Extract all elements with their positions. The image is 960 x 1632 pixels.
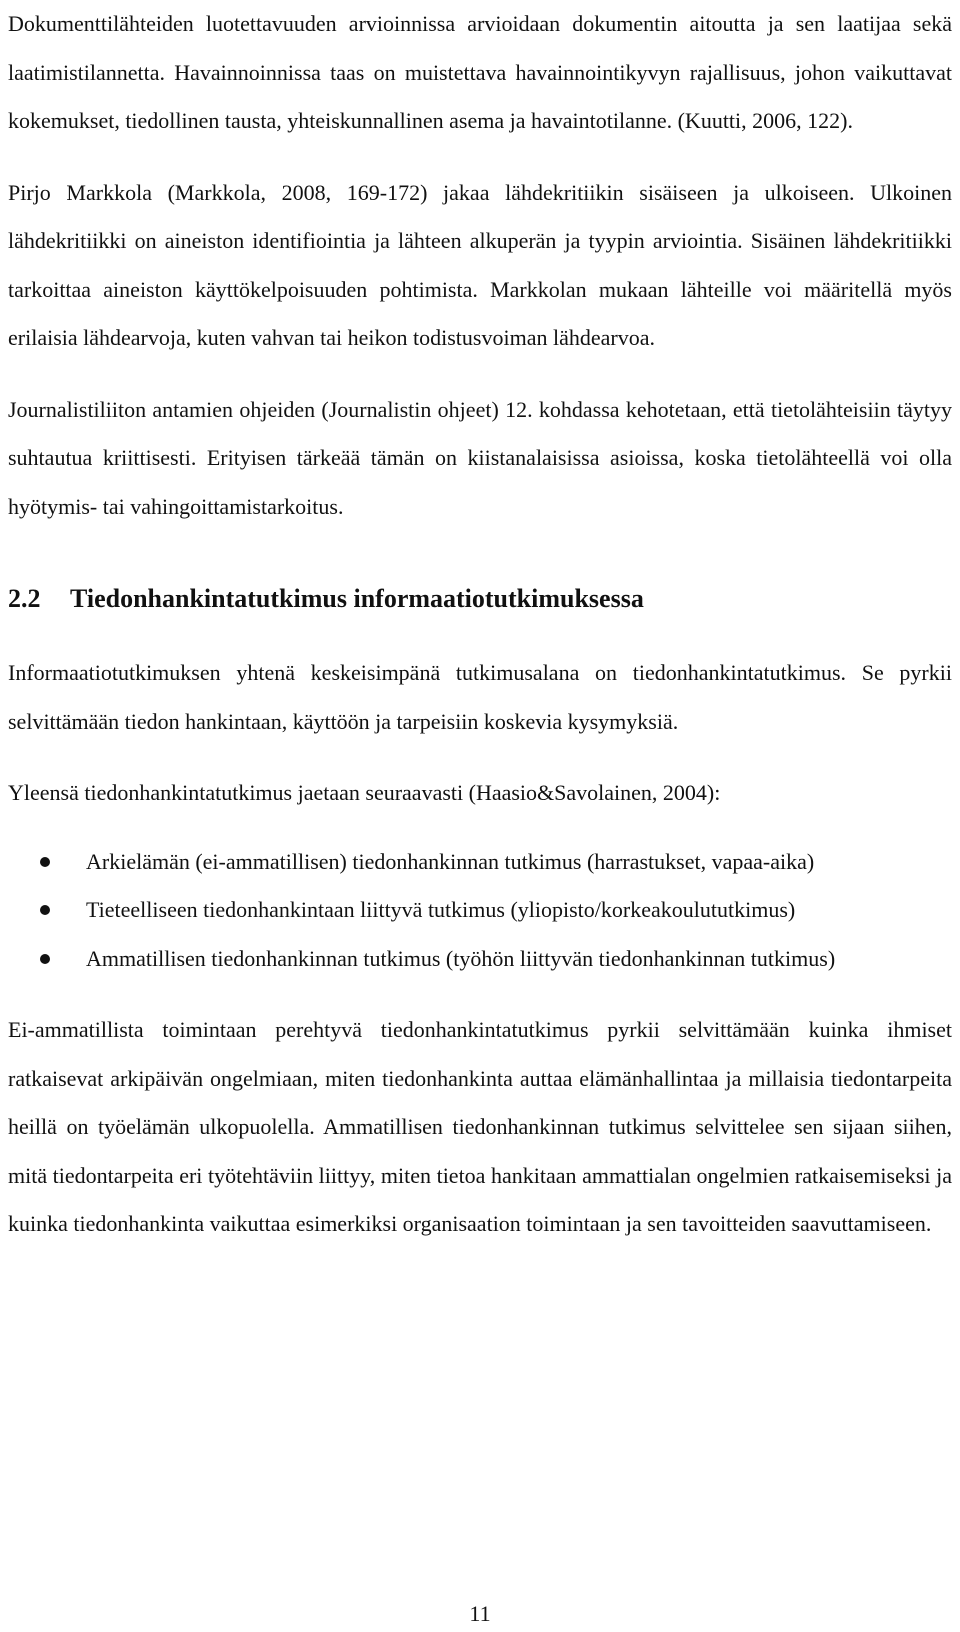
- research-type-list: [8, 838, 952, 984]
- paragraph-division-intro: Yleensä tiedonhankintatutkimus jaetaan seuraavasti (Haasio&Savolainen, 2004):: [8, 780, 721, 805]
- section-heading: [8, 567, 952, 631]
- list-item-text: Tieteelliseen tiedonhankintaan liittyvä tutkimus (yliopisto/korkeakoulututkimus): [86, 897, 796, 922]
- paragraph-source-criticism: Pirjo Markkola (Markkola, 2008, 169-172) jakaa lähdekritiikin sisäiseen ja ulkoiseen. Ulkoinen lähdekritiikki on aineiston identifiointia ja lähteen alkuperän ja tyypin arviointia. Sisäinen lähdekritiikki tarkoittaa aineiston käyttökelpoisuuden pohtimista. Markkolan mukaan lähteille voi määritellä myös erilaisia lähdearvoja, kuten vahvan tai heikon todistusvoiman lähdearvoa.: [8, 179, 952, 350]
- paragraph-journalist-guidelines: Journalistiliiton antamien ohjeiden (Journalistin ohjeet) 12. kohdassa kehotetaan, että tietolähteisiin täytyy suhtautua kriittisesti. Erityisen tärkeää tämän on kiistanalaisissa asioissa, koska tietolähteellä voi olla hyötymis- tai vahingoittamistarkoitus.: [8, 396, 952, 519]
- list-item-text: Ammatillisen tiedonhankinnan tutkimus (työhön liittyvän tiedonhankinnan tutkimus): [86, 945, 836, 971]
- paragraph-document-sources: Dokumenttilähteiden luotettavuuden arvioinnissa arvioidaan dokumentin aitoutta ja sen laatijaa sekä laatimistilannetta. Havainnoinnissa taas on muistettava havainnointikyvyn rajallisuus, johon vaikuttavat kokemukset, tiedollinen tausta, yhteiskunnallinen asema ja havaintotilanne. (Kuutti, 2006, 122).: [8, 11, 952, 133]
- paragraph-non-professional-research: Ei-ammatillista toimintaan perehtyvä tiedonhankintatutkimus pyrkii selvittämään kuinka ihmiset ratkaisevat arkipäivän ongelmiaan, miten tiedonhankinta auttaa elämänhallintaa ja millaisia tiedontarpeita heillä on työelämän ulkopuolella. Ammatillisen tiedonhankinnan tutkimus selvittelee sen sijaan siihen, mitä tiedontarpeita eri työtehtäviin liittyy, miten tietoa hankitaan ammattialan ongelmien ratkaisemiseksi ja kuinka tiedonhankinta vaikuttaa esimerkiksi organisaation toimintaan ja sen tavoitteiden saavuttamiseen.: [8, 1017, 952, 1236]
- list-item: [8, 886, 952, 935]
- list-item: [8, 935, 952, 984]
- bullet-icon: [40, 954, 50, 964]
- section-number: 2.2: [8, 584, 41, 613]
- bullet-icon: [40, 857, 50, 867]
- list-item: [8, 838, 952, 887]
- section-title: Tiedonhankintatutkimus informaatiotutkimuksessa: [70, 584, 644, 613]
- page-number: 11: [469, 1601, 491, 1626]
- paragraph-information-seeking: Informaatiotutkimuksen yhtenä keskeisimpänä tutkimusalana on tiedonhankintatutkimus. Se pyrkii selvittämään tiedon hankintaan, käyttöön ja tarpeisiin koskevia kysymyksiä.: [8, 660, 952, 734]
- bullet-icon: [40, 905, 50, 915]
- page-content: [8, 0, 952, 1249]
- list-item-text: Arkielämän (ei-ammatillisen) tiedonhankinnan tutkimus (harrastukset, vapaa-aika): [86, 848, 815, 874]
